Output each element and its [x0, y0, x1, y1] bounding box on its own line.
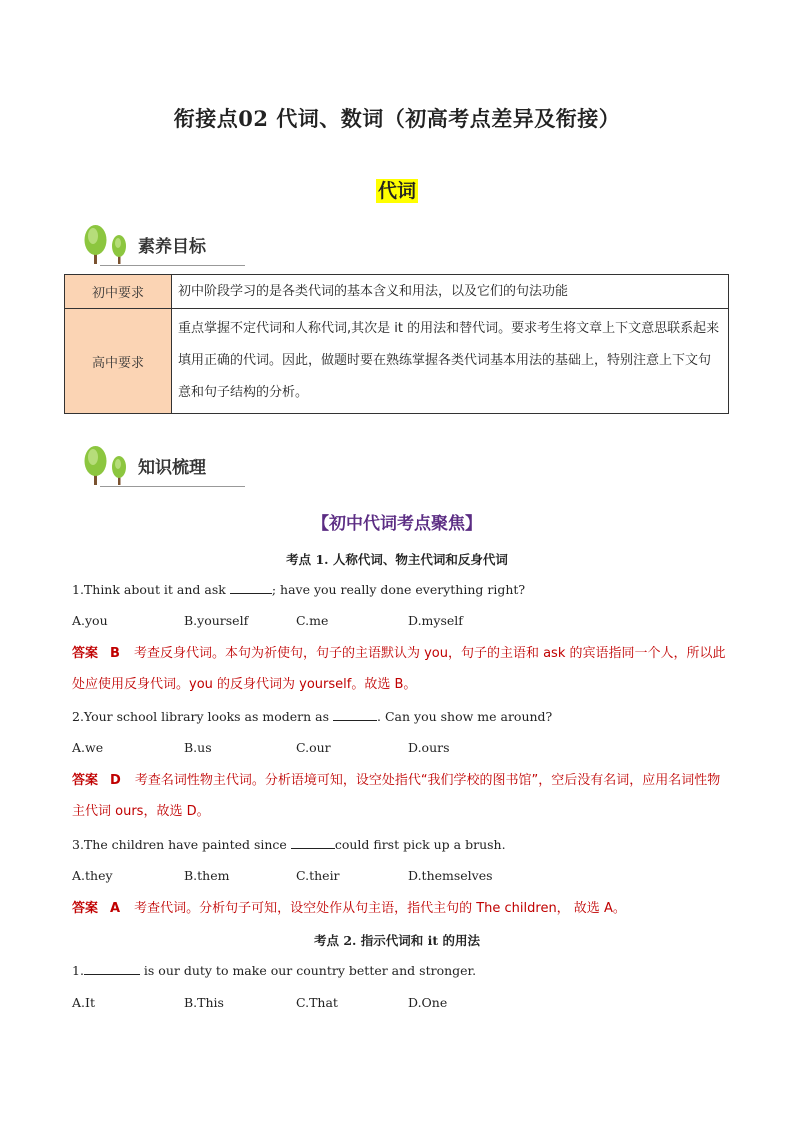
- answer-blank: [230, 583, 272, 594]
- answer-text: 考查代词。分析句子可知，设空处作从句主语，指代主句的 The children， 故选 A。: [134, 901, 626, 916]
- question-1: [72, 582, 525, 597]
- row-body-junior: 初中阶段学习的是各类代词的基本含义和用法，以及它们的句法功能: [172, 275, 729, 309]
- question-3: [72, 837, 506, 852]
- subtitle-highlight: 代词: [377, 180, 416, 202]
- page-title: 衔接点02 代词、数词（初高考点差异及衔接）: [173, 106, 621, 131]
- option-b: B.them: [184, 868, 230, 883]
- option-c: C.their: [296, 868, 340, 883]
- table-row: [65, 275, 729, 309]
- table-row: [65, 309, 729, 414]
- answer-explanation: [72, 765, 728, 827]
- answer-key-label: 答案: [72, 773, 99, 788]
- tree-icon: [80, 443, 136, 489]
- option-d: D.myself: [408, 613, 463, 628]
- question-text-post: . Can you show me around?: [377, 709, 553, 724]
- question-text-post: ; have you really done everything right?: [271, 582, 526, 597]
- option-c: C.our: [296, 740, 331, 755]
- option-a: A.we: [72, 740, 104, 755]
- question-text-post: is our duty to make our country better and stronger.: [139, 963, 477, 978]
- option-a: A.they: [72, 868, 113, 883]
- section-header-goals: [80, 222, 250, 268]
- question-text-pre: 1.: [72, 963, 84, 978]
- option-d: D.One: [408, 995, 448, 1010]
- question-text-pre: 2.Your school library looks as modern as: [72, 709, 334, 724]
- focus-title: 【初中代词考点聚焦】: [312, 514, 482, 534]
- option-d: D.ours: [408, 740, 450, 755]
- answer-text: 考查名词性物主代词。分析语境可知，设空处指代“我们学校的图书馆”，空后没有名词，应用名词性物主代词 ours，故选 D。: [72, 773, 721, 819]
- question-text-post: could first pick up a brush.: [334, 837, 506, 852]
- tree-icon: [80, 222, 136, 268]
- answer-text: 考查反身代词。本句为祈使句，句子的主语默认为 you，句子的主语和 ask 的宾语指同一个人，所以此处应使用反身代词。you 的反身代词为 yourself。故选 B。: [72, 646, 726, 692]
- answer-key-label: 答案: [72, 901, 99, 916]
- point-heading-2: 考点 2. 指示代词和 it 的用法: [314, 933, 480, 948]
- option-c: C.That: [296, 995, 338, 1010]
- point-heading-1: 考点 1. 人称代词、物主代词和反身代词: [286, 552, 508, 567]
- option-d: D.themselves: [408, 868, 493, 883]
- question-4: [72, 963, 476, 978]
- question-text-pre: 1.Think about it and ask: [72, 582, 230, 597]
- option-b: B.yourself: [184, 613, 249, 628]
- answer-letter: B: [110, 646, 120, 661]
- answer-blank: [84, 964, 140, 975]
- goals-table: [64, 274, 729, 414]
- section-label-knowledge: 知识梳理: [138, 458, 206, 478]
- row-head-junior: 初中要求: [65, 275, 172, 309]
- answer-blank: [333, 710, 377, 721]
- subtitle: [0, 176, 794, 203]
- section-header-knowledge: [80, 443, 250, 489]
- row-body-senior: 重点掌握不定代词和人称代词,其次是 it 的用法和替代词。要求考生将文章上下文意思联系起来填用正确的代词。因此，做题时要在熟练掌握各类代词基本用法的基础上，特别注意上下文句意和句子结构的分析。: [172, 309, 729, 414]
- answer-letter: A: [110, 901, 121, 916]
- answer-blank: [291, 838, 335, 849]
- answer-letter: D: [110, 773, 121, 788]
- section-underline: [100, 265, 245, 266]
- option-c: C.me: [296, 613, 329, 628]
- answer-explanation: [72, 638, 728, 700]
- option-a: A.It: [72, 995, 95, 1010]
- section-label-goals: 素养目标: [138, 237, 206, 257]
- row-head-senior: 高中要求: [65, 309, 172, 414]
- option-a: A.you: [72, 613, 108, 628]
- answer-key-label: 答案: [72, 646, 99, 661]
- option-b: B.This: [184, 995, 224, 1010]
- question-text-pre: 3.The children have painted since: [72, 837, 291, 852]
- question-2: [72, 709, 552, 724]
- option-b: B.us: [184, 740, 212, 755]
- answer-explanation: [72, 893, 728, 924]
- section-underline: [100, 486, 245, 487]
